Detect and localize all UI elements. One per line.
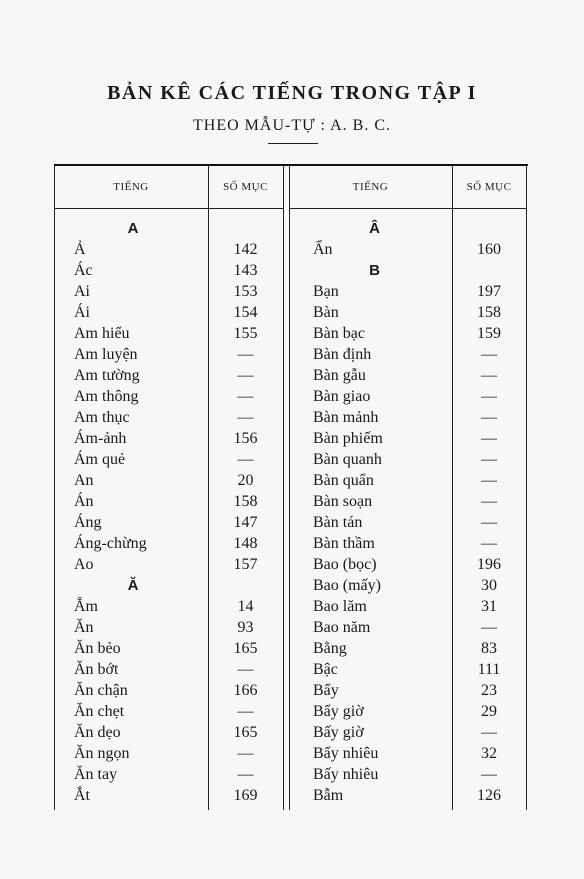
entry-number: —	[481, 409, 497, 426]
entry-word: Bao (bọc)	[313, 556, 377, 573]
entry-word: Bàn quẩn	[313, 472, 374, 489]
table-row	[54, 512, 526, 533]
entry-number: 156	[233, 430, 258, 447]
entry-word: Ẩn	[313, 241, 333, 258]
table-row	[54, 617, 526, 638]
entry-number: —	[481, 388, 497, 405]
header-right-word: TIẾNG	[352, 181, 389, 193]
entry-word: Ăn ngọn	[74, 745, 130, 762]
entry-number: 196	[477, 556, 501, 573]
entry-word: Am luyện	[74, 346, 138, 363]
entry-number: 111	[477, 661, 501, 678]
entry-word: Ăn chẹt	[74, 703, 125, 720]
entry-number: 126	[477, 787, 501, 804]
entry-number: 154	[233, 304, 258, 321]
entry-number: 159	[477, 325, 501, 342]
entry-word: Ao	[74, 556, 94, 573]
table-row	[54, 701, 526, 722]
entry-number: 165	[233, 640, 258, 657]
entry-word: Bao (mấy)	[313, 577, 381, 594]
entry-word: Ăn bớt	[74, 661, 119, 678]
entry-number: 148	[233, 535, 258, 552]
table-row	[54, 281, 526, 302]
entry-number: 158	[477, 304, 501, 321]
entry-word: Bàn thầm	[313, 535, 375, 552]
table-row	[54, 323, 526, 344]
entry-word: Bàn mảnh	[313, 409, 379, 426]
entry-number: —	[481, 472, 497, 489]
entry-number: 29	[481, 703, 497, 720]
entry-word: Bàn quanh	[313, 451, 382, 468]
entry-word: Bàn giao	[313, 388, 371, 405]
table-row	[54, 491, 526, 512]
entry-word: Ác	[74, 262, 93, 279]
entry-word: Áng-chừng	[74, 535, 147, 552]
entry-word: Án	[74, 493, 94, 510]
entry-number: —	[237, 367, 254, 384]
table-row	[54, 344, 526, 365]
entry-word: Bạn	[313, 283, 339, 300]
entry-number: 169	[233, 787, 258, 804]
entry-number: 93	[237, 619, 254, 636]
entry-word: Ả	[74, 241, 86, 258]
table-row	[54, 554, 526, 575]
page-subtitle: THEO MẪU-TỰ : A. B. C.	[193, 117, 391, 134]
entry-word: Bàn gẫu	[313, 367, 366, 384]
table-row	[54, 386, 526, 407]
table-row	[54, 302, 526, 323]
entry-word: Am tường	[74, 367, 140, 384]
entry-number: 14	[237, 598, 254, 615]
entry-number: 153	[233, 283, 258, 300]
header-right-number: SỐ MỤC	[466, 181, 512, 193]
table-row	[54, 785, 526, 806]
entry-number: —	[481, 367, 497, 384]
table-row	[54, 596, 526, 617]
entry-word: Bàn định	[313, 346, 372, 363]
entry-number: —	[237, 745, 254, 762]
section-letter: Ă	[127, 577, 139, 594]
table-row	[54, 533, 526, 554]
entry-word: Bấy giờ	[313, 724, 364, 741]
entry-number: 20	[237, 472, 254, 489]
entry-word: Ăn bẻo	[74, 640, 121, 657]
entry-number: 166	[233, 682, 258, 699]
table-row	[54, 470, 526, 491]
entry-word: Ái	[74, 304, 90, 321]
entry-word: Bao lăm	[313, 598, 367, 615]
entry-word: Ám-ảnh	[74, 430, 127, 447]
entry-number: —	[481, 724, 497, 741]
section-letter: B	[369, 262, 380, 279]
entry-word: Am thông	[74, 388, 139, 405]
section-heading-row	[54, 260, 526, 281]
entry-number: —	[481, 430, 497, 447]
entry-word: Bẫm	[313, 787, 344, 804]
entry-number: —	[481, 766, 497, 783]
entry-number: —	[237, 346, 254, 363]
entry-number: —	[237, 766, 254, 783]
table-row	[54, 659, 526, 680]
entry-word: Bàn bạc	[313, 325, 365, 342]
table-row	[54, 638, 526, 659]
entry-word: Bẩy	[313, 682, 339, 699]
entry-word: Am thục	[74, 409, 130, 426]
entry-word: Am hiểu	[74, 325, 130, 342]
header-left-number: SỐ MỤC	[223, 181, 268, 193]
index-table	[54, 164, 528, 810]
header-rule-left	[54, 208, 283, 209]
entry-number: 31	[481, 598, 497, 615]
entry-word: Ăn dẹo	[74, 724, 121, 741]
subtitle-underline	[268, 143, 318, 144]
table-row	[54, 428, 526, 449]
section-letter: Â	[369, 220, 380, 237]
entry-number: 30	[481, 577, 497, 594]
entry-number: 157	[233, 556, 258, 573]
entry-number: 160	[477, 241, 501, 258]
entry-number: 143	[233, 262, 258, 279]
table-row	[54, 239, 526, 260]
entry-number: —	[481, 535, 497, 552]
header-rule-right	[289, 208, 527, 209]
header-left-word: TIẾNG	[113, 181, 149, 193]
entry-word: Bàn tán	[313, 514, 363, 531]
entry-word: Bàn phiếm	[313, 430, 383, 447]
entry-word: Ăn chận	[74, 682, 128, 699]
entry-number: 32	[481, 745, 497, 762]
entry-word: Ám quẻ	[74, 451, 126, 468]
table-row	[54, 764, 526, 785]
table-right-border	[526, 166, 527, 810]
entry-number: —	[237, 409, 254, 426]
entry-number: —	[481, 451, 497, 468]
entry-number: —	[481, 346, 497, 363]
table-row	[54, 407, 526, 428]
entry-word: Bậc	[313, 661, 338, 678]
entry-number: 197	[477, 283, 501, 300]
entry-number: 165	[233, 724, 258, 741]
entry-word: Ắt	[74, 787, 90, 804]
section-heading-row	[54, 218, 526, 239]
entry-word: Ăn tay	[74, 766, 118, 783]
entry-number: —	[481, 493, 497, 510]
entry-word: An	[74, 472, 94, 489]
table-row	[54, 743, 526, 764]
section-letter: A	[127, 220, 139, 237]
entry-number: —	[237, 703, 254, 720]
entry-number: —	[237, 388, 254, 405]
entry-word: Bao năm	[313, 619, 371, 636]
table-row	[54, 680, 526, 701]
entry-word: Ai	[74, 283, 90, 300]
entry-word: Bẩy nhiêu	[313, 745, 379, 762]
entry-number: 147	[233, 514, 258, 531]
entry-number: 142	[233, 241, 258, 258]
table-row	[54, 449, 526, 470]
entry-word: Bàn soạn	[313, 493, 373, 510]
entry-number: —	[237, 451, 254, 468]
entry-word: Ẵm	[74, 598, 98, 615]
table-row	[54, 365, 526, 386]
entry-word: Bẩy giờ	[313, 703, 364, 720]
entry-number: 158	[233, 493, 258, 510]
entry-word: Bằng	[313, 640, 347, 657]
entry-number: —	[237, 661, 254, 678]
entry-word: Bấy nhiêu	[313, 766, 379, 783]
entry-number: 155	[233, 325, 258, 342]
table-row	[54, 722, 526, 743]
entry-number: 23	[481, 682, 497, 699]
entry-word: Bàn	[313, 304, 339, 321]
table-row	[54, 575, 526, 596]
entry-word: Ăn	[74, 619, 94, 636]
entry-word: Áng	[74, 514, 102, 531]
entry-number: —	[481, 619, 497, 636]
entry-number: 83	[481, 640, 497, 657]
page-title: BẢN KÊ CÁC TIẾNG TRONG TẬP I	[107, 82, 477, 104]
entry-number: —	[481, 514, 497, 531]
